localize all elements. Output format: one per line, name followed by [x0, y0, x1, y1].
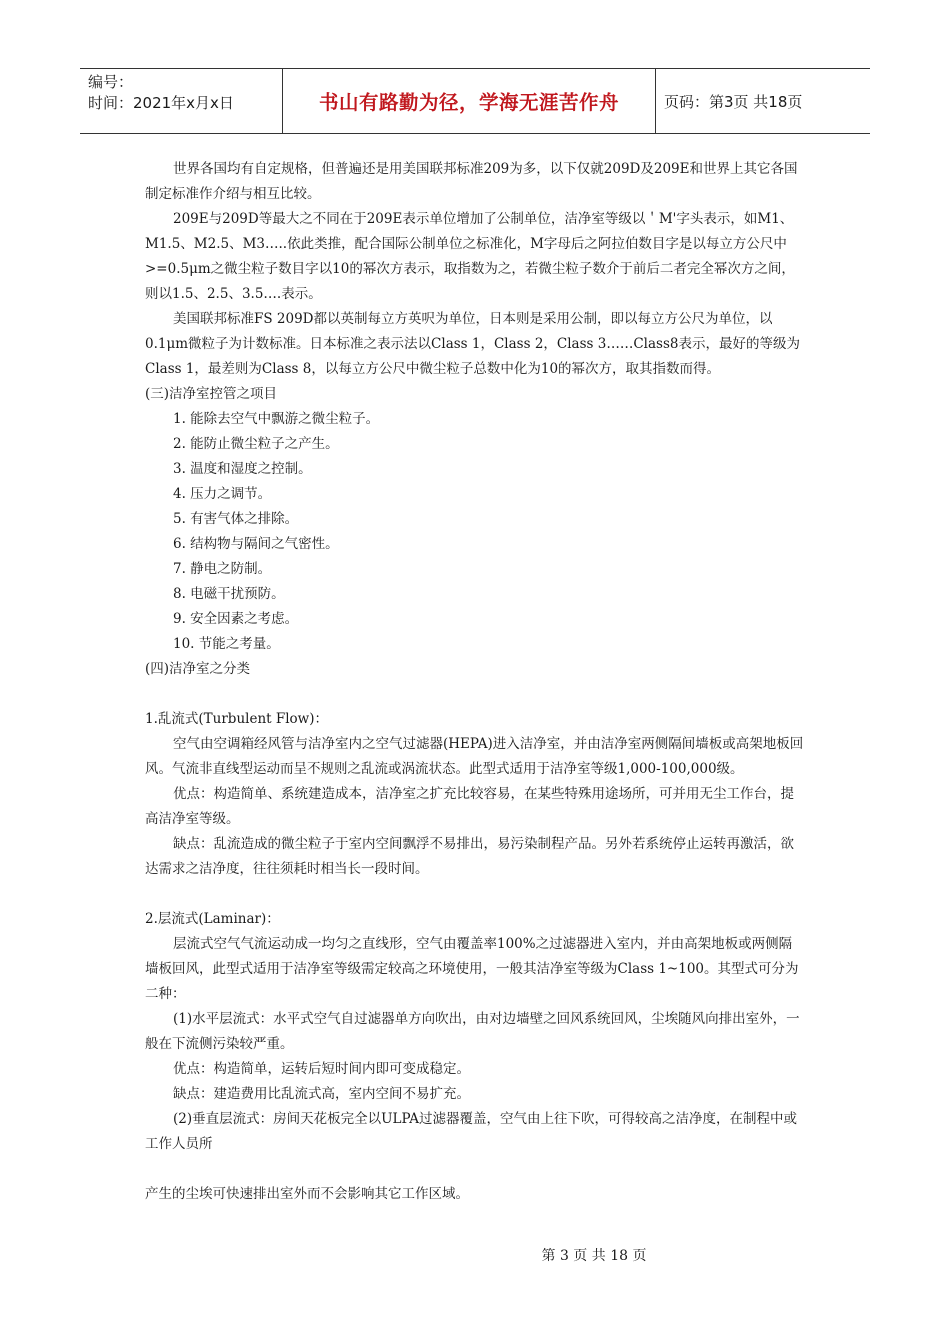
- paragraph: 1.乱流式(Turbulent Flow)：: [145, 711, 328, 727]
- paragraph: 优点：构造简单，运转后短时间内即可变成稳定。: [173, 1061, 470, 1077]
- paragraph: 美国联邦标准FS 209D都以英制每立方英呎为单位，日本则是采用公制，即以每立方公尺为单位，以0.1μm微粒子为计数标准。日本标准之表示法以Class 1，Class 2，Class 3……Class8表示，最好的等级为Class 1，最差则为Class 8，以每立方公尺中微尘粒子总数中化为10的幂次方，取其指数而得。: [145, 311, 800, 377]
- paragraph: (2)垂直层流式：房间天花板完全以ULPA过滤器覆盖，空气由上往下吹，可得较高之洁净度，在制程中或工作人员所: [145, 1111, 798, 1152]
- paragraph: 缺点：乱流造成的微尘粒子于室内空间飘浮不易排出，易污染制程产品。另外若系统停止运转再激活，欲达需求之洁净度，往往须耗时相当长一段时间。: [145, 836, 794, 877]
- spacer: [145, 1157, 805, 1182]
- document-date: 时间：2021年x月x日: [88, 94, 234, 112]
- paragraph: 世界各国均有自定规格，但普遍还是用美国联邦标准209为多，以下仅就209D及209E和世界上其它各国制定标准作介绍与相互比较。: [145, 161, 798, 202]
- page-number-label: 页码：第3页 共18页: [664, 92, 803, 111]
- paragraph: (三)洁净室控管之项目: [145, 386, 278, 402]
- page-footer: [0, 1245, 950, 1265]
- paragraph: 209E与209D等最大之不同在于209E表示单位增加了公制单位，洁净室等级以＇M'字头表示，如M1、M1.5、M2.5、M3…..依此类推，配合国际公制单位之标准化，M字母后之阿拉伯数目字是以每立方公尺中>=0.5μm之微尘粒子数目字以10的幂次方表示，取指数为之，若微尘粒子数介于前后二者完全幂次方之间，则以1.5、2.5、3.5….表示。: [145, 211, 795, 302]
- list-item: 7. 静电之防制。: [173, 561, 272, 577]
- document-body: [145, 157, 805, 1207]
- header-info: [80, 69, 282, 133]
- document-number: 编号：: [88, 73, 134, 91]
- list-item: 6. 结构物与隔间之气密性。: [173, 536, 339, 552]
- list-item: 5. 有害气体之排除。: [173, 511, 299, 527]
- paragraph: 层流式空气气流运动成一均匀之直线形，空气由覆盖率100%之过滤器进入室内，并由高架地板或两侧隔墙板回风，此型式适用于洁净室等级需定较高之环境使用，一般其洁净室等级为Class 1~100。其型式可分为二种：: [145, 936, 799, 1002]
- list-item: 3. 温度和湿度之控制。: [173, 461, 312, 477]
- paragraph: 产生的尘埃可快速排出室外而不会影响其它工作区域。: [145, 1186, 469, 1202]
- paragraph: 优点：构造简单、系统建造成本，洁净室之扩充比较容易，在某些特殊用途场所，可并用无尘工作台，提高洁净室等级。: [145, 786, 794, 827]
- header-page-info: [656, 69, 870, 133]
- paragraph: (1)水平层流式：水平式空气自过滤器单方向吹出，由对边墙壁之回风系统回风，尘埃随风向排出室外，一般在下流侧污染较严重。: [145, 1011, 800, 1052]
- paragraph: 2.层流式(Laminar)：: [145, 911, 280, 927]
- header-motto: 书山有路勤为径，学海无涯苦作舟: [318, 91, 619, 114]
- list-item: 2. 能防止微尘粒子之产生。: [173, 436, 339, 452]
- list-item: 4. 压力之调节。: [173, 486, 272, 502]
- list-item: 1. 能除去空气中飘游之微尘粒子。: [173, 411, 380, 427]
- paragraph: 空气由空调箱经风管与洁净室内之空气过滤器(HEPA)进入洁净室，并由洁净室两侧隔间墙板或高架地板回风。气流非直线型运动而呈不规则之乱流或涡流状态。此型式适用于洁净室等级1,000-100,000级。: [145, 736, 804, 777]
- page-header: [80, 68, 870, 134]
- list-item: 8. 电磁干扰预防。: [173, 586, 285, 602]
- paragraph: 缺点：建造费用比乱流式高，室内空间不易扩充。: [173, 1086, 470, 1102]
- list-item: 10. 节能之考量。: [173, 636, 280, 652]
- footer-page-number: 第 3 页 共 18 页: [541, 1248, 647, 1264]
- spacer: [145, 882, 805, 907]
- list-item: 9. 安全因素之考虑。: [173, 611, 299, 627]
- header-motto-cell: [282, 69, 656, 133]
- spacer: [145, 682, 805, 707]
- paragraph: (四)洁净室之分类: [145, 661, 251, 677]
